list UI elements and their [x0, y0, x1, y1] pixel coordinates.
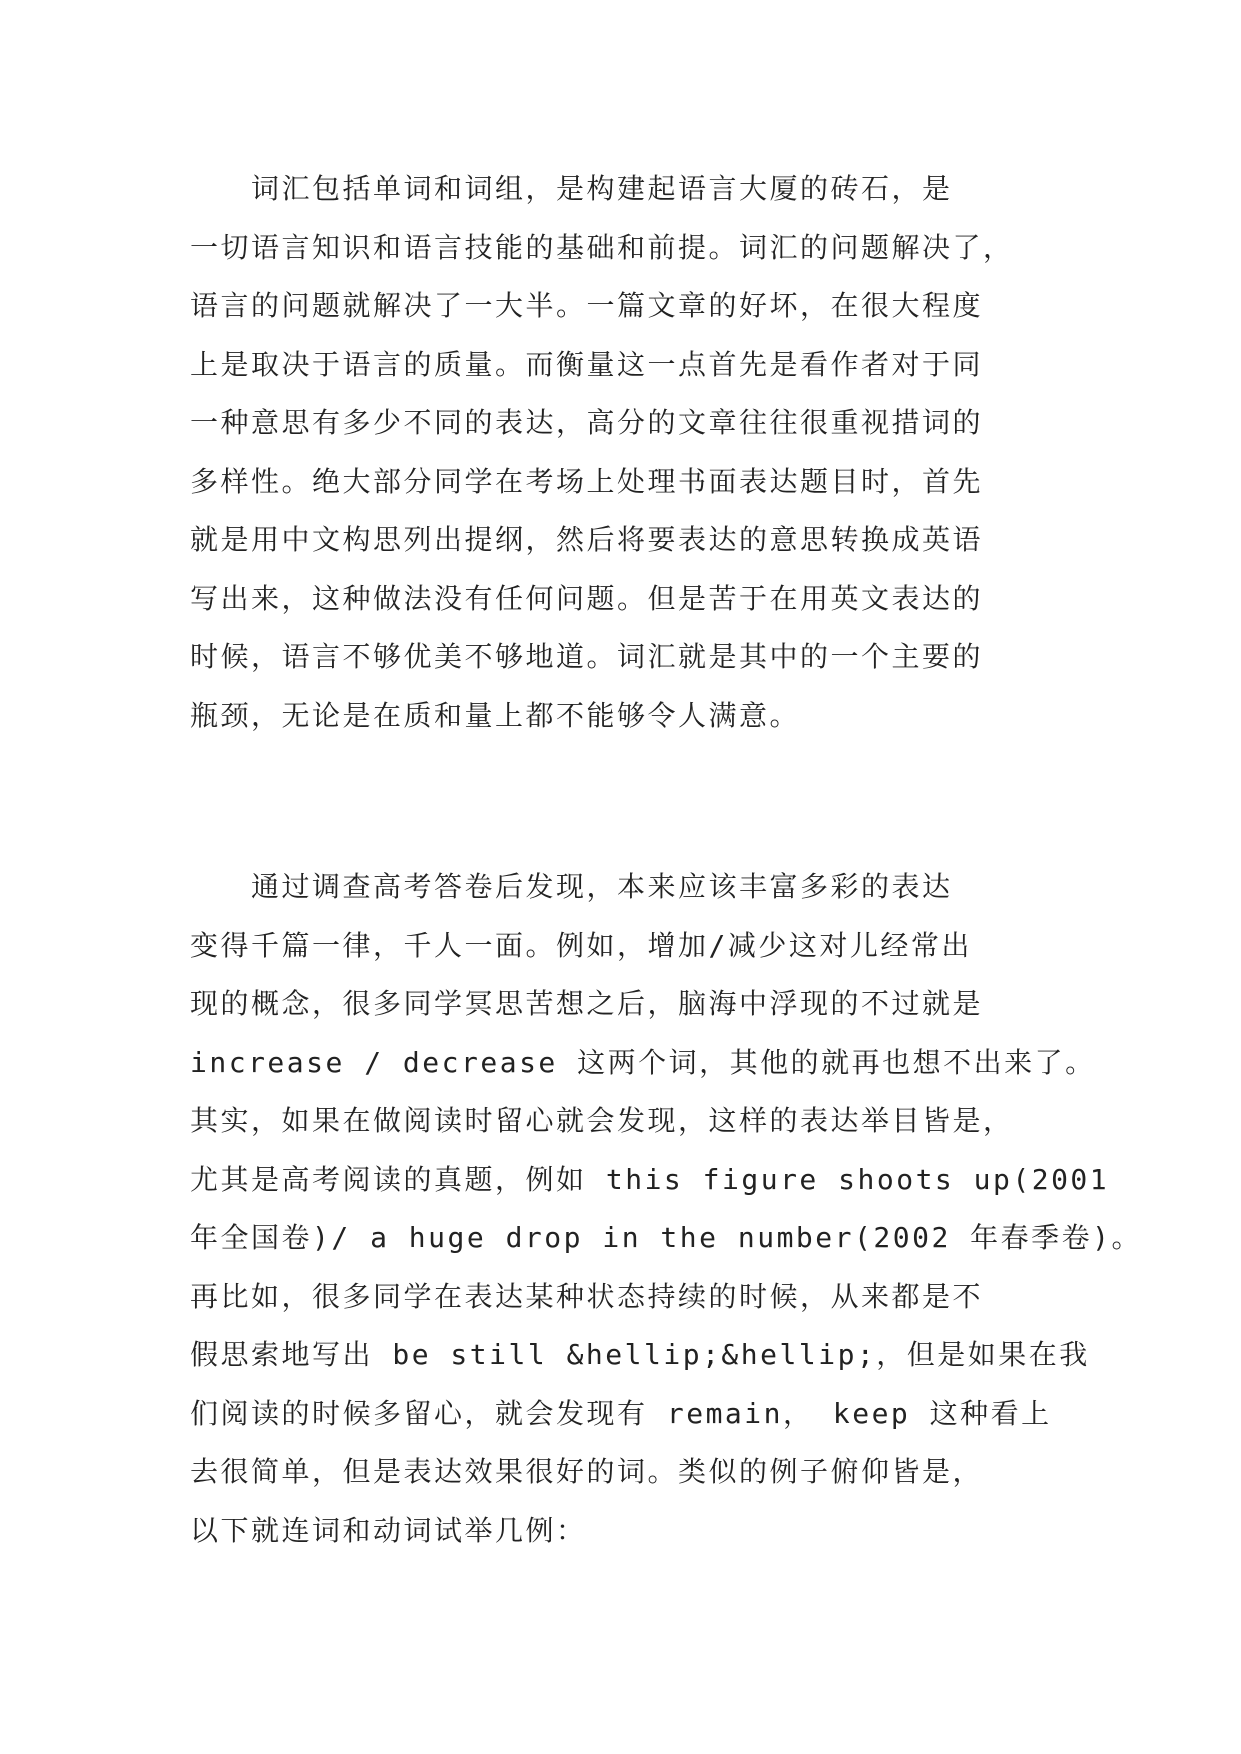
text-line: 现的概念，很多同学冥思苦想之后，脑海中浮现的不过就是	[190, 987, 984, 1020]
text-line: 去很简单，但是表达效果很好的词。类似的例子俯仰皆是，	[190, 1455, 984, 1488]
text-line: 词汇包括单词和词组，是构建起语言大厦的砖石，是	[190, 172, 953, 205]
text-line: 时候，语言不够优美不够地道。词汇就是其中的一个主要的	[190, 640, 984, 673]
text-line: 一切语言知识和语言技能的基础和前提。词汇的问题解决了，	[190, 230, 1014, 264]
text-line: 以下就连词和动词试举几例：	[190, 1513, 587, 1547]
text-line: 多样性。绝大部分同学在考场上处理书面表达题目时，首先	[190, 464, 984, 498]
text-line: 尤其是高考阅读的真题，例如 this figure shoots up(2001	[190, 1162, 1110, 1196]
text-line: 假思索地写出 be still &hellip;&hellip;，但是如果在我	[190, 1338, 1090, 1371]
text-line: 通过调查高考答卷后发现，本来应该丰富多彩的表达	[190, 870, 953, 903]
text-line: 们阅读的时候多留心，就会发现有 remain， keep 这种看上	[190, 1396, 1052, 1430]
text-line: 就是用中文构思列出提纲，然后将要表达的意思转换成英语	[190, 523, 984, 556]
paragraph-exam-expression-examples	[190, 858, 1143, 1560]
paragraph-vocabulary-importance	[190, 160, 1090, 745]
text-line: 语言的问题就解决了一大半。一篇文章的好坏，在很大程度	[190, 289, 984, 322]
text-line: increase / decrease 这两个词，其他的就再也想不出来了。	[190, 1045, 1096, 1079]
text-line: 其实，如果在做阅读时留心就会发现，这样的表达举目皆是，	[190, 1104, 1014, 1137]
text-line: 瓶颈，无论是在质和量上都不能够令人满意。	[190, 698, 801, 732]
text-line: 上是取决于语言的质量。而衡量这一点首先是看作者对于同	[190, 347, 984, 381]
text-line: 写出来，这种做法没有任何问题。但是苦于在用英文表达的	[190, 581, 984, 615]
text-line: 一种意思有多少不同的表达，高分的文章往往很重视措词的	[190, 406, 984, 439]
text-line: 变得千篇一律，千人一面。例如，增加/减少这对儿经常出	[190, 928, 972, 962]
text-line: 再比如，很多同学在表达某种状态持续的时候，从来都是不	[190, 1279, 984, 1313]
text-line: 年全国卷)/ a huge drop in the number(2002 年春季卷)。	[190, 1221, 1143, 1254]
